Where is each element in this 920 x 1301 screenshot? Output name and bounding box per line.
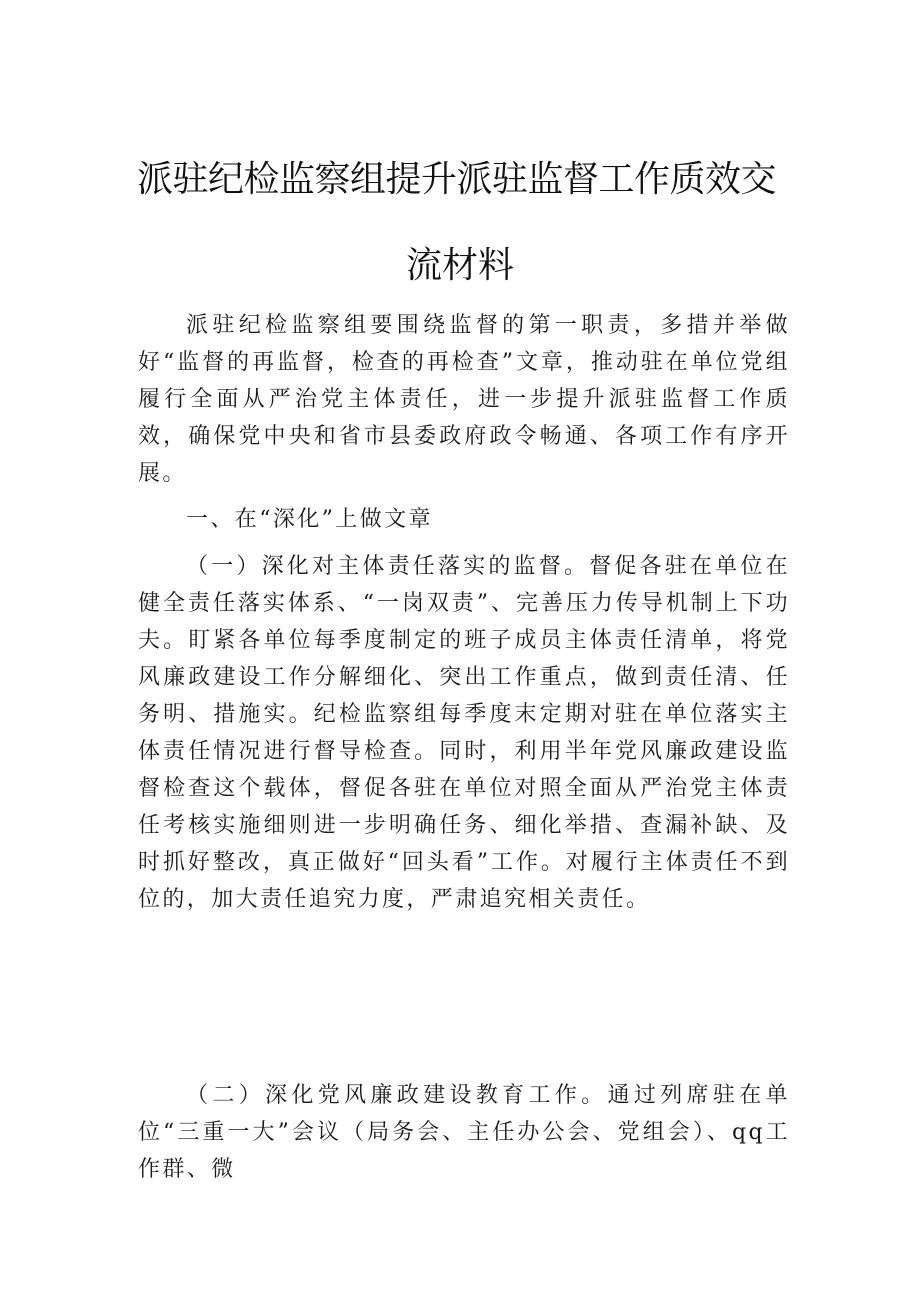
item-1-paragraph: （一）深化对主体责任落实的监督。督促各驻在单位在健全责任落实体系、“一岗双责”、完善压力传导机制上下功夫。盯紧各单位每季度制定的班子成员主体责任清单，将党风廉政建设工作分解细化、突出工作重点，做到责任清、任务明、措施实。纪检监察组每季度末定期对驻在单位落实主体责任情况进行督导检查。同时，利用半年党风廉政建设监督检查这个载体，督促各驻在单位对照全面从严治党主体责任考核实施细则进一步明确任务、细化举措、查漏补缺、及时抓好整改，真正做好“回头看”工作。对履行主体责任不到位的，加大责任追究力度，严肃追究相关责任。 xyxy=(138,554,790,912)
document-title-line-1: 派驻纪检监察组提升派驻监督工作质效交 xyxy=(137,159,777,200)
item-2-paragraph: （二）深化党风廉政建设教育工作。通过列席驻在单位“三重一大”会议（局务会、主任办公会、党组会）、qq工作群、微 xyxy=(138,1083,790,1182)
intro-paragraph: 派驻纪检监察组要围绕监督的第一职责，多措并举做好“监督的再监督，检查的再检查”文章，推动驻在单位党组履行全面从严治党主体责任，进一步提升派驻监督工作质效，确保党中央和省市县委政府政令畅通、各项工作有序开展。 xyxy=(138,313,790,486)
section-heading-1: 一、在“深化”上做文章 xyxy=(186,507,433,532)
document-title-line-2: 流材料 xyxy=(405,245,514,286)
